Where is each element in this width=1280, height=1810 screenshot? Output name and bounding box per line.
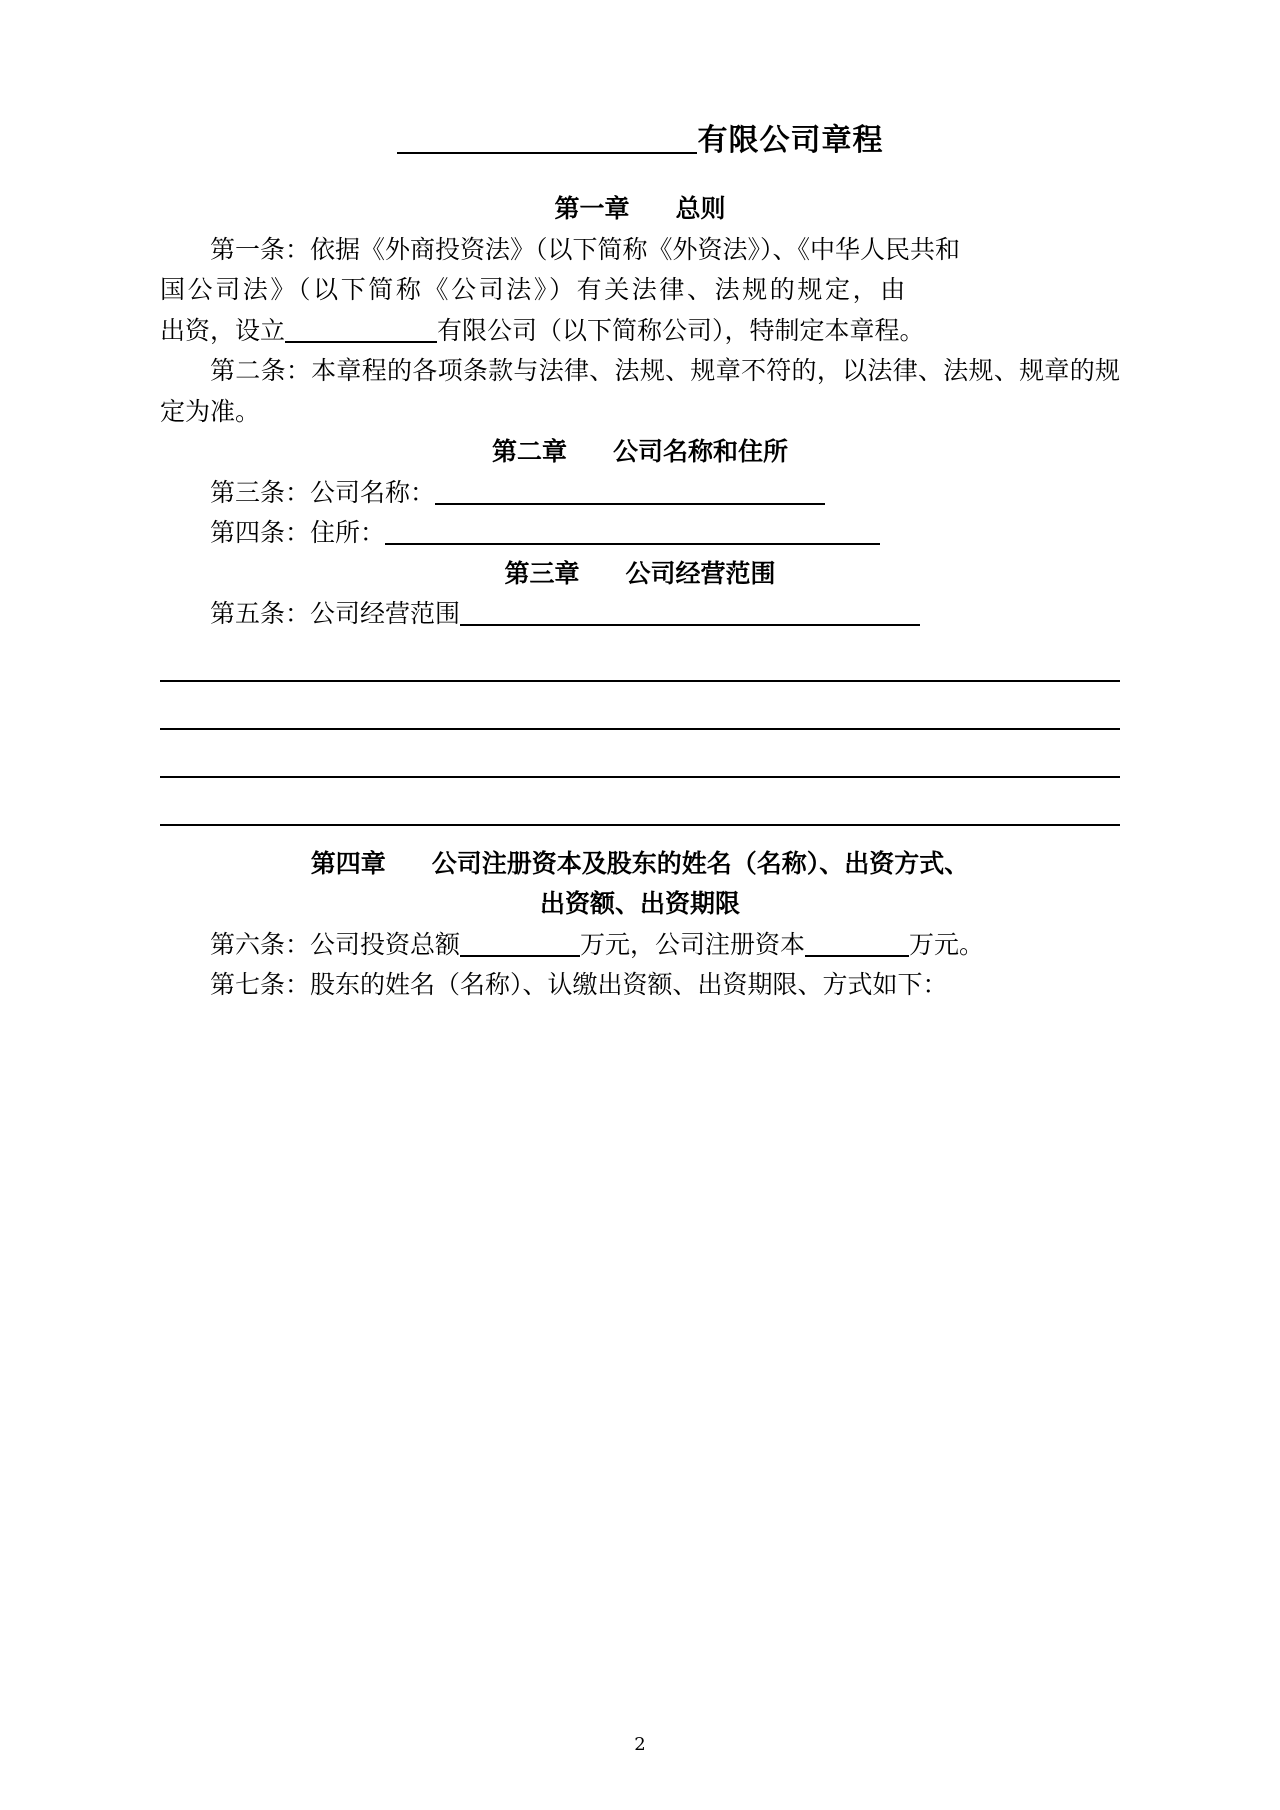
- article-4: [160, 513, 1120, 554]
- article-4-label: 第四条：: [210, 518, 311, 547]
- article-7-label: 第七条：: [210, 970, 311, 999]
- chapter-heading-4: [160, 844, 1120, 925]
- page-title-suffix: 有限公司章程: [697, 123, 884, 158]
- article-2: [160, 351, 1120, 432]
- article-1-line-1: [160, 230, 1120, 271]
- article-1-run-2: 国公司法》（以下简称《公司法》）有关法律、法规的规定，由: [160, 275, 908, 304]
- business-scope-gap-4: [160, 778, 1120, 824]
- article-6-label: 第六条：: [210, 929, 311, 959]
- chapter-4-line-2: [160, 884, 1120, 925]
- page-number: 2: [634, 1734, 646, 1755]
- article-2-label: 第二条：: [210, 356, 312, 385]
- chapter-4-name-line-1: 公司注册资本及股东的姓名（名称）、出资方式、: [431, 848, 970, 878]
- chapter-4-number: 第四章: [310, 848, 386, 878]
- article-6-text-2: 万元，公司注册资本: [580, 929, 806, 959]
- chapter-heading-1: [160, 189, 1120, 230]
- chapter-3-number: 第三章: [504, 558, 580, 588]
- chapter-2-number: 第二章: [491, 437, 567, 466]
- article-2-text: 本章程的各项条款与法律、法规、规章不符的，以法律、法规、规章的规定为准。: [160, 356, 1120, 426]
- article-1-label: 第一条：: [210, 234, 311, 264]
- total-investment-input-blank[interactable]: [460, 955, 580, 957]
- chapter-heading-3: [160, 554, 1120, 595]
- chapter-4-name-line-2: 出资额、出资期限: [539, 889, 740, 918]
- article-5-text: 公司经营范围: [310, 599, 461, 628]
- chapter-3-name: 公司经营范围: [625, 558, 776, 588]
- article-5: [160, 594, 1120, 635]
- scope-chapter-spacer: [160, 826, 1120, 844]
- title-spacer: [160, 163, 1120, 189]
- article-6-text-1: 公司投资总额: [310, 929, 461, 959]
- article-7: [160, 965, 1120, 1006]
- chapter-2-name: 公司名称和住所: [613, 437, 789, 466]
- registered-capital-input-blank[interactable]: [805, 955, 909, 957]
- article-1-line-2: [160, 270, 1120, 311]
- article-7-text: 股东的姓名（名称）、认缴出资额、出资期限、方式如下：: [310, 970, 948, 999]
- article-3-label: 第三条：: [210, 477, 311, 507]
- business-scope-gap-1: [160, 635, 1120, 680]
- company-name-setup-blank[interactable]: [285, 341, 437, 343]
- business-scope-input-blank[interactable]: [460, 624, 920, 626]
- article-5-label: 第五条：: [210, 599, 311, 628]
- article-3-text: 公司名称：: [310, 477, 436, 507]
- article-6-text-3: 万元。: [909, 929, 985, 959]
- business-scope-gap-3: [160, 730, 1120, 776]
- chapter-heading-2: [160, 432, 1120, 473]
- page-title: [160, 0, 1120, 163]
- company-name-title-blank[interactable]: [397, 152, 697, 154]
- chapter-4-line-1: [160, 844, 1120, 885]
- company-address-input-blank[interactable]: [385, 543, 880, 545]
- article-1-line-3: [160, 311, 1120, 352]
- article-4-text: 住所：: [310, 518, 386, 547]
- article-1-run-3: 出资，设立: [160, 315, 286, 345]
- article-1-run-1: 依据《外商投资法》（以下简称《外资法》）、《中华人民共和: [310, 234, 961, 264]
- article-1-run-4: 有限公司（以下简称公司），特制定本章程。: [437, 315, 925, 345]
- company-name-input-blank[interactable]: [435, 503, 825, 505]
- chapter-1-name: 总则: [675, 194, 726, 223]
- chapter-1-number: 第一章: [554, 194, 630, 223]
- article-6: [160, 925, 1120, 966]
- article-3: [160, 473, 1120, 514]
- business-scope-gap-2: [160, 682, 1120, 728]
